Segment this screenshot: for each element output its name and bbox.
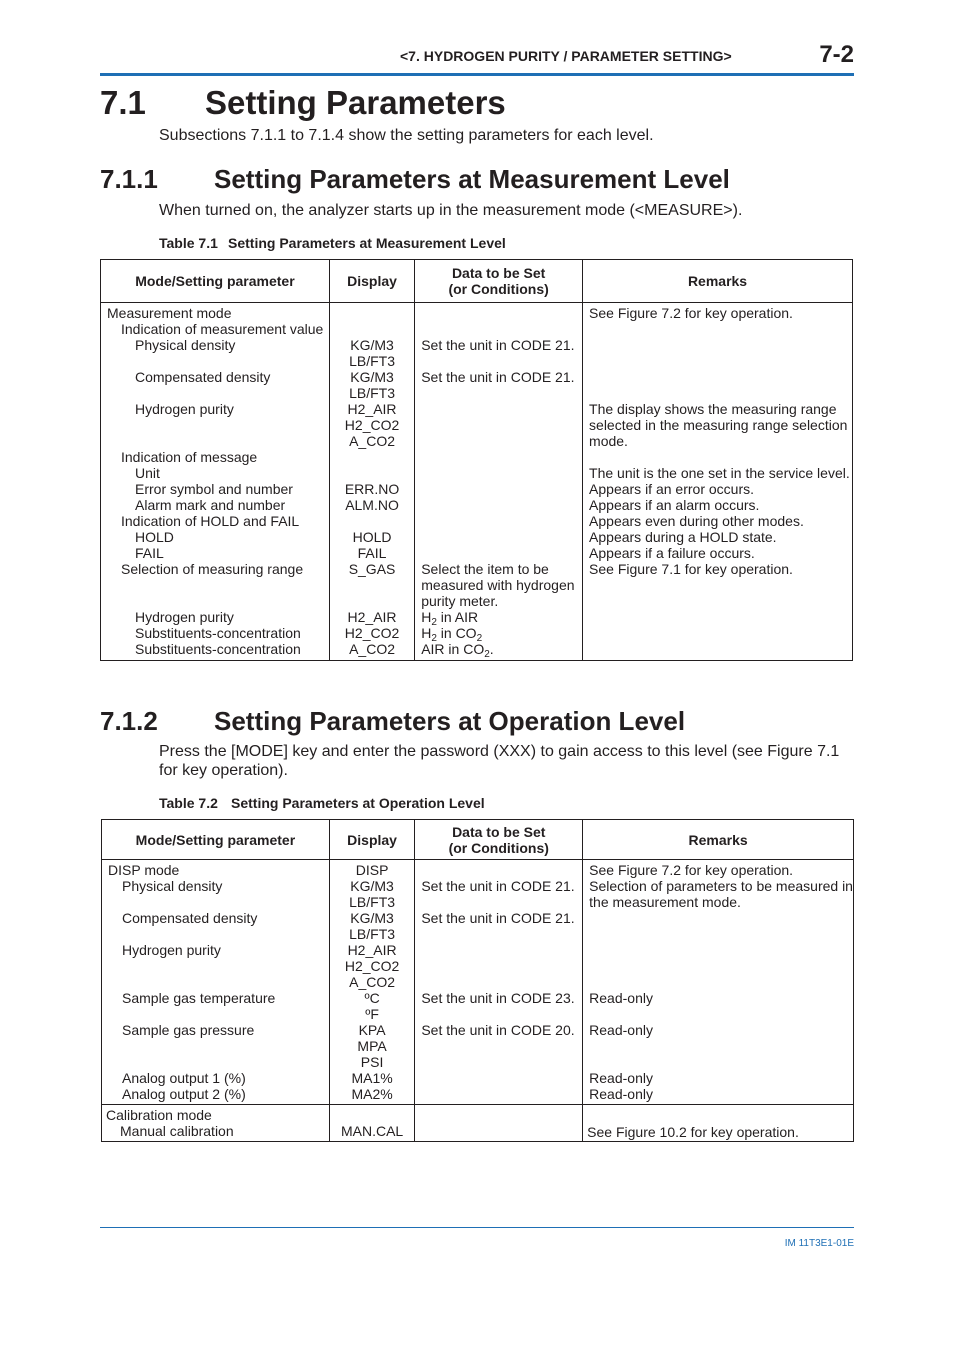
param-cell: Calibration mode Manual calibration — [102, 1105, 330, 1142]
table-row — [101, 303, 853, 661]
footer-rule — [100, 1227, 854, 1228]
subsection-title: Setting Parameters at Measurement Level — [214, 164, 730, 194]
remarks-cell: See Figure 7.2 for key operation. Selection of parameters to be measured in the measurement mode. Read-only Read-only Read-only Read-only — [583, 860, 854, 1105]
param-cell: Measurement mode Indication of measurement value Physical density Compensated density Hydrogen purity Indication of message Unit Error symbol and number Alarm mark and number Indication of HOLD and FAIL HOLD FAIL Selection of measuring range Hydrogen purity Substituents-concentration Substituents-concentration — [101, 303, 330, 661]
section-7-1-2-heading — [100, 706, 685, 737]
col-header-remarks: Remarks — [583, 260, 853, 303]
page-number: 7-2 — [819, 41, 854, 68]
col-header-data: Data to be Set (or Conditions) — [415, 820, 583, 860]
section-7-1-1-heading — [100, 164, 730, 195]
subsection-title: Setting Parameters at Operation Level — [214, 706, 686, 736]
chem-h2-co2: $H_2$ in $CO_2$ — [421, 625, 483, 641]
table-7-1-caption: Table 7.1 Setting Parameters at Measurement Level — [159, 235, 506, 251]
subsection-number: 7.1.2 — [100, 706, 158, 736]
section-7-1-heading — [100, 84, 506, 122]
chem-h2-air: $H_2$ in AIR — [421, 609, 479, 625]
data-cell: Set the unit in CODE 21. Set the unit in CODE 21. Set the unit in CODE 23. Set the unit in CODE 20. — [415, 860, 583, 1105]
table-header-row — [102, 820, 854, 860]
table-row — [102, 1105, 854, 1142]
section-7-1-2-intro-line-1: Press the [MODE] key and enter the password (XXX) to gain access to this level (see Figure 7.1 — [159, 743, 840, 760]
table-header-row — [101, 260, 853, 303]
col-header-display: Display — [329, 260, 414, 303]
display-cell: KG/M3 LB/FT3 KG/M3 LB/FT3 H2_AIR H2_CO2 A_CO2 ERR.NO ALM.NO HOLD FAIL S_GAS H2_AIR H2_CO2 A_CO2 — [329, 303, 414, 661]
col-header-data: Data to be Set (or Conditions) — [415, 260, 583, 303]
section-7-1-intro: Subsections 7.1.1 to 7.1.4 show the setting parameters for each level. — [159, 127, 654, 144]
document-id: IM 11T3E1-01E — [784, 1238, 854, 1249]
table-7-2-caption: Table 7.2 Setting Parameters at Operation Level — [159, 795, 485, 811]
section-7-1-1-intro: When turned on, the analyzer starts up in the measurement mode (<MEASURE>). — [159, 202, 743, 219]
param-cell: DISP mode Physical density Compensated density Hydrogen purity Sample gas temperature Sample gas pressure Analog output 1 (%) Analog output 2 (%) — [102, 860, 330, 1105]
chem-air-co2: AIR in $CO_2$. — [421, 641, 494, 657]
data-cell: Set the unit in CODE 21. Set the unit in CODE 21. Select the item to be measured with hydrogen purity meter. $H_2$ in AIR $H_2$ in $CO_2$ AIR in $CO_2$. — [415, 303, 583, 661]
table-7-1 — [100, 259, 853, 661]
col-header-display: Display — [329, 820, 415, 860]
col-header-param: Mode/Setting parameter — [101, 260, 330, 303]
subsection-number: 7.1.1 — [100, 164, 158, 194]
col-header-param: Mode/Setting parameter — [102, 820, 330, 860]
display-cell: MAN.CAL — [329, 1105, 415, 1142]
section-7-1-2-intro-line-2: for key operation). — [159, 762, 288, 779]
table-row — [102, 860, 854, 1105]
data-cell — [415, 1105, 583, 1142]
remarks-cell: See Figure 7.2 for key operation. The display shows the measuring range selected in the measuring range selection mode. The unit is the one set in the service level. Appears if an error occurs. Appears if an alarm occurs. Appears even during other modes. Appears during a HOLD state. Appears if a failure occurs. See Figure 7.1 for key operation. — [583, 303, 853, 661]
running-header: <7. HYDROGEN PURITY / PARAMETER SETTING> — [400, 48, 732, 64]
section-number: 7.1 — [100, 84, 146, 121]
col-header-remarks: Remarks — [583, 820, 854, 860]
table-7-2 — [101, 819, 854, 1142]
section-title: Setting Parameters — [205, 84, 506, 121]
remarks-cell: See Figure 10.2 for key operation. — [583, 1105, 854, 1142]
header-rule — [100, 73, 854, 76]
display-cell: DISP KG/M3 LB/FT3 KG/M3 LB/FT3 H2_AIR H2_CO2 A_CO2 ºC ºF KPA MPA PSI MA1% MA2% — [329, 860, 415, 1105]
